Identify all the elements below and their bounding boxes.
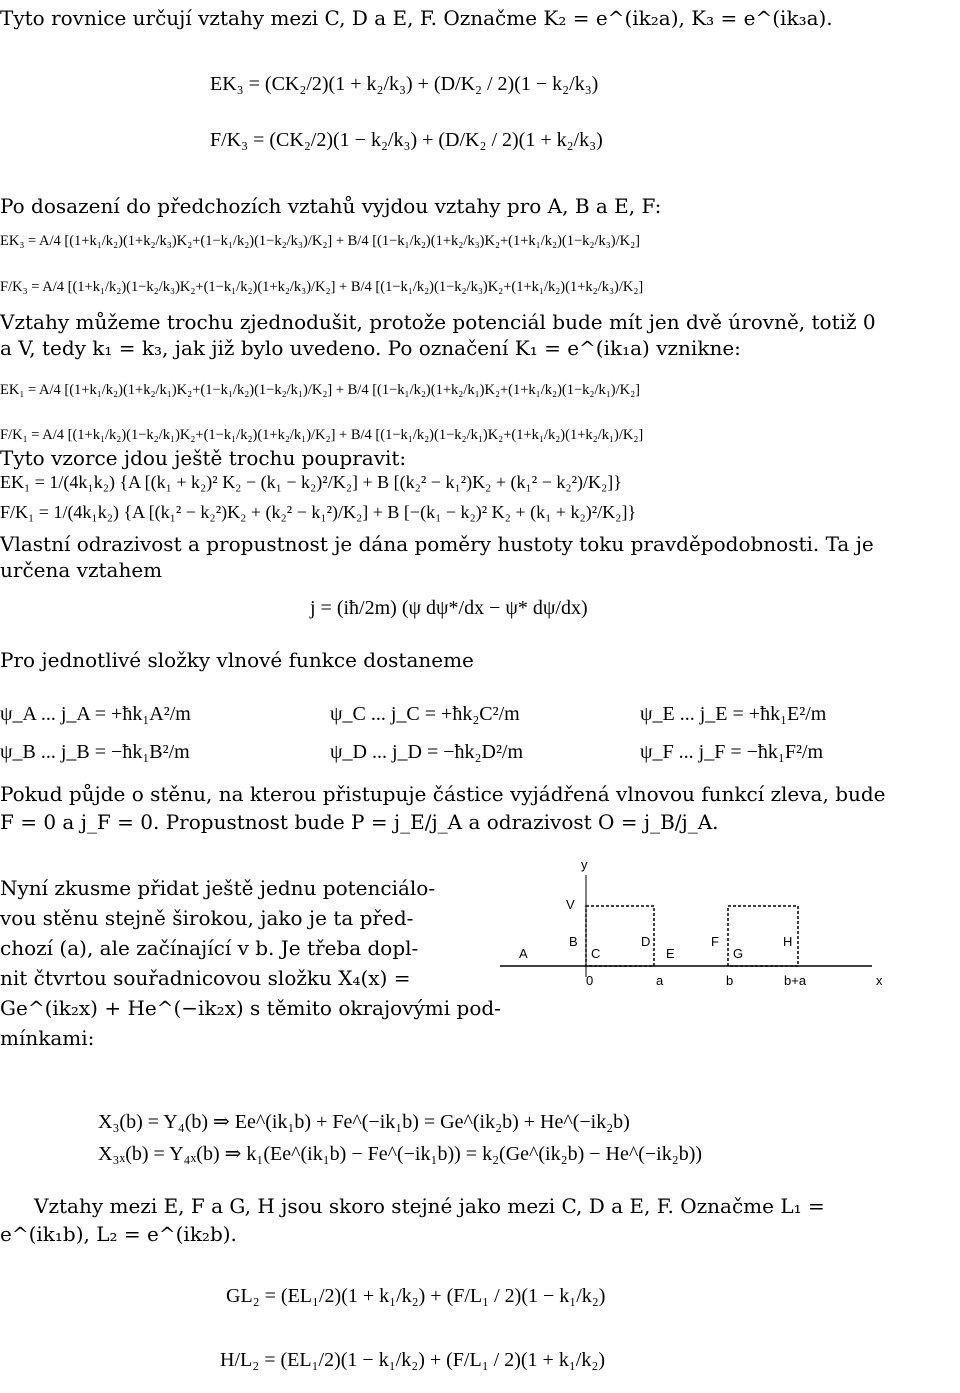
tick-b-plus-a: b+a [784,973,807,988]
equation-x3x: X₃ₓ(b) = Y₄ₓ(b) ⇒ k₁(Ee^(ik₁b) − Fe^(−ik₁b)) = k₂(Ge^(ik₂b) − He^(−ik₂b)) [98,1143,703,1165]
paragraph-pokud-2: F = 0 a j_F = 0. Propustnost bude P = j_E/j_A a odrazivost O = j_B/j_A. [0,810,719,834]
paragraph-po-dosazeni: Po dosazení do předchozích vztahů vyjdou vztahy pro A, B a E, F: [0,194,662,218]
tick-0: 0 [586,973,594,988]
label-c: C [591,946,601,961]
paragraph-vztahy-mezi-2: e^(ik₁b), L₂ = e^(ik₂b). [0,1222,237,1246]
paragraph-tyto: Tyto vzorce jdou ještě trochu poupravit: [0,446,407,470]
paragraph-nyni-4: nit čtvrtou souřadnicovou složku X₄(x) = [0,966,411,990]
equation-gl2: GL₂ = (EL₁/2)(1 + k₁/k₂) + (F/L₁ / 2)(1 − k₁/k₂) [226,1285,606,1307]
equation-sub-fk3: F/K₃ = A/4 [(1+k₁/k₂)(1−k₂/k₃)K₂+(1−k₁/k₂)(1+k₂/k₃)/K₂] + B/4 [(1−k₁/k₂)(1−k₂/k₃)K₂+(1+k₁/k₂)(1+k₂/k₃)/K₂] [0,279,644,295]
paragraph-nyni-5: Ge^(ik₂x) + He^(−ik₂x) s těmito okrajovými pod- [0,996,501,1020]
equation-jd: ψ_D ... j_D = −ħk₂D²/m [330,741,524,763]
label-g: G [733,946,744,961]
equation-ja: ψ_A ... j_A = +ħk₁A²/m [0,703,191,725]
label-h: H [783,934,793,949]
paragraph-nyni-1: Nyní zkusme přidat ještě jednu potenciálo- [0,876,436,900]
equation-hl2: H/L₂ = (EL₁/2)(1 − k₁/k₂) + (F/L₁ / 2)(1 + k₁/k₂) [220,1349,605,1371]
axis-label-y: y [581,857,588,872]
equation-fk1-simplified: F/K₁ = 1/(4k₁k₂) {A [(k₁² − k₂²)K₂ + (k₂² − k₁²)/K₂] + B [−(k₁ − k₂)² K₂ + (k₁ + k₂)²/K₂]} [0,502,637,522]
paragraph-nyni-6: mínkami: [0,1026,95,1050]
paragraph-vlastni-2: určena vztahem [0,558,163,582]
tick-a: a [656,973,664,988]
paragraph-vztahy-mezi-1: Vztahy mezi E, F a G, H jsou skoro stejné jako mezi C, D a E, F. Označme L₁ = [34,1194,825,1218]
label-a: A [519,946,528,961]
equation-ek1: EK₁ = A/4 [(1+k₁/k₂)(1+k₂/k₁)K₂+(1−k₁/k₂)(1−k₂/k₁)/K₂] + B/4 [(1−k₁/k₂)(1+k₂/k₁)K₂+(1+k₁/k₂)(1−k₂/k₁)/K₂] [0,382,641,398]
label-f: F [711,934,719,949]
paragraph-vztahy-1: Vztahy můžeme trochu zjednodušit, protože potenciál bude mít jen dvě úrovně, totiž 0 [0,310,876,334]
potential-diagram [500,855,940,995]
equation-je: ψ_E ... j_E = +ħk₁E²/m [640,703,827,725]
equation-jb: ψ_B ... j_B = −ħk₁B²/m [0,741,190,763]
paragraph-vztahy-2: a V, tedy k₁ = k₃, jak již bylo uvedeno. Po označení K₁ = e^(ik₁a) vznikne: [0,336,741,360]
equation-jf: ψ_F ... j_F = −ħk₁F²/m [640,741,824,763]
axis-label-x: x [876,973,883,988]
equation-jc: ψ_C ... j_C = +ħk₂C²/m [330,703,520,725]
label-v: V [566,897,575,912]
equation-x3: X₃(b) = Y₄(b) ⇒ Ee^(ik₁b) + Fe^(−ik₁b) = Ge^(ik₂b) + He^(−ik₂b) [98,1111,630,1133]
label-b: B [569,934,578,949]
label-d: D [641,934,651,949]
paragraph-pro: Pro jednotlivé složky vlnové funkce dostaneme [0,648,474,672]
tick-b: b [726,973,734,988]
equation-fk3: F/K₃ = (CK₂/2)(1 − k₂/k₃) + (D/K₂ / 2)(1 + k₂/k₃) [210,129,603,151]
label-e: E [666,946,675,961]
paragraph-nyni-2: vou stěnu stejně širokou, jako je ta před- [0,906,414,930]
equation-ek1-simplified: EK₁ = 1/(4k₁k₂) {A [(k₁ + k₂)² K₂ − (k₁ − k₂)²/K₂] + B [(k₂² − k₁²)K₂ + (k₁² − k₂²)/K₂]} [0,472,622,492]
intro-line: Tyto rovnice určují vztahy mezi C, D a E, F. Označme K₂ = e^(ik₂a), K₃ = e^(ik₃a). [0,6,833,30]
paragraph-vlastni-1: Vlastní odrazivost a propustnost je dána poměry hustoty toku pravděpodobnosti. Ta je [0,532,874,556]
paragraph-nyni-3: chozí (a), ale začínající v b. Je třeba dopl- [0,936,419,960]
equation-current-density: j = (iħ/2m) (ψ dψ*/dx − ψ* dψ/dx) [310,597,588,619]
paragraph-pokud-1: Pokud půjde o stěnu, na kterou přistupuje částice vyjádřená vlnovou funkcí zleva, bude [0,782,886,806]
equation-sub-ek3: EK₃ = A/4 [(1+k₁/k₂)(1+k₂/k₃)K₂+(1−k₁/k₂)(1−k₂/k₃)/K₂] + B/4 [(1−k₁/k₂)(1+k₂/k₃)K₂+(1+k₁/k₂)(1−k₂/k₃)/K₂] [0,233,641,249]
equation-fk1: F/K₁ = A/4 [(1+k₁/k₂)(1−k₂/k₁)K₂+(1−k₁/k₂)(1+k₂/k₁)/K₂] + B/4 [(1−k₁/k₂)(1−k₂/k₁)K₂+(1+k₁/k₂)(1+k₂/k₁)/K₂] [0,427,644,443]
equation-ek3: EK₃ = (CK₂/2)(1 + k₂/k₃) + (D/K₂ / 2)(1 − k₂/k₃) [210,73,599,95]
